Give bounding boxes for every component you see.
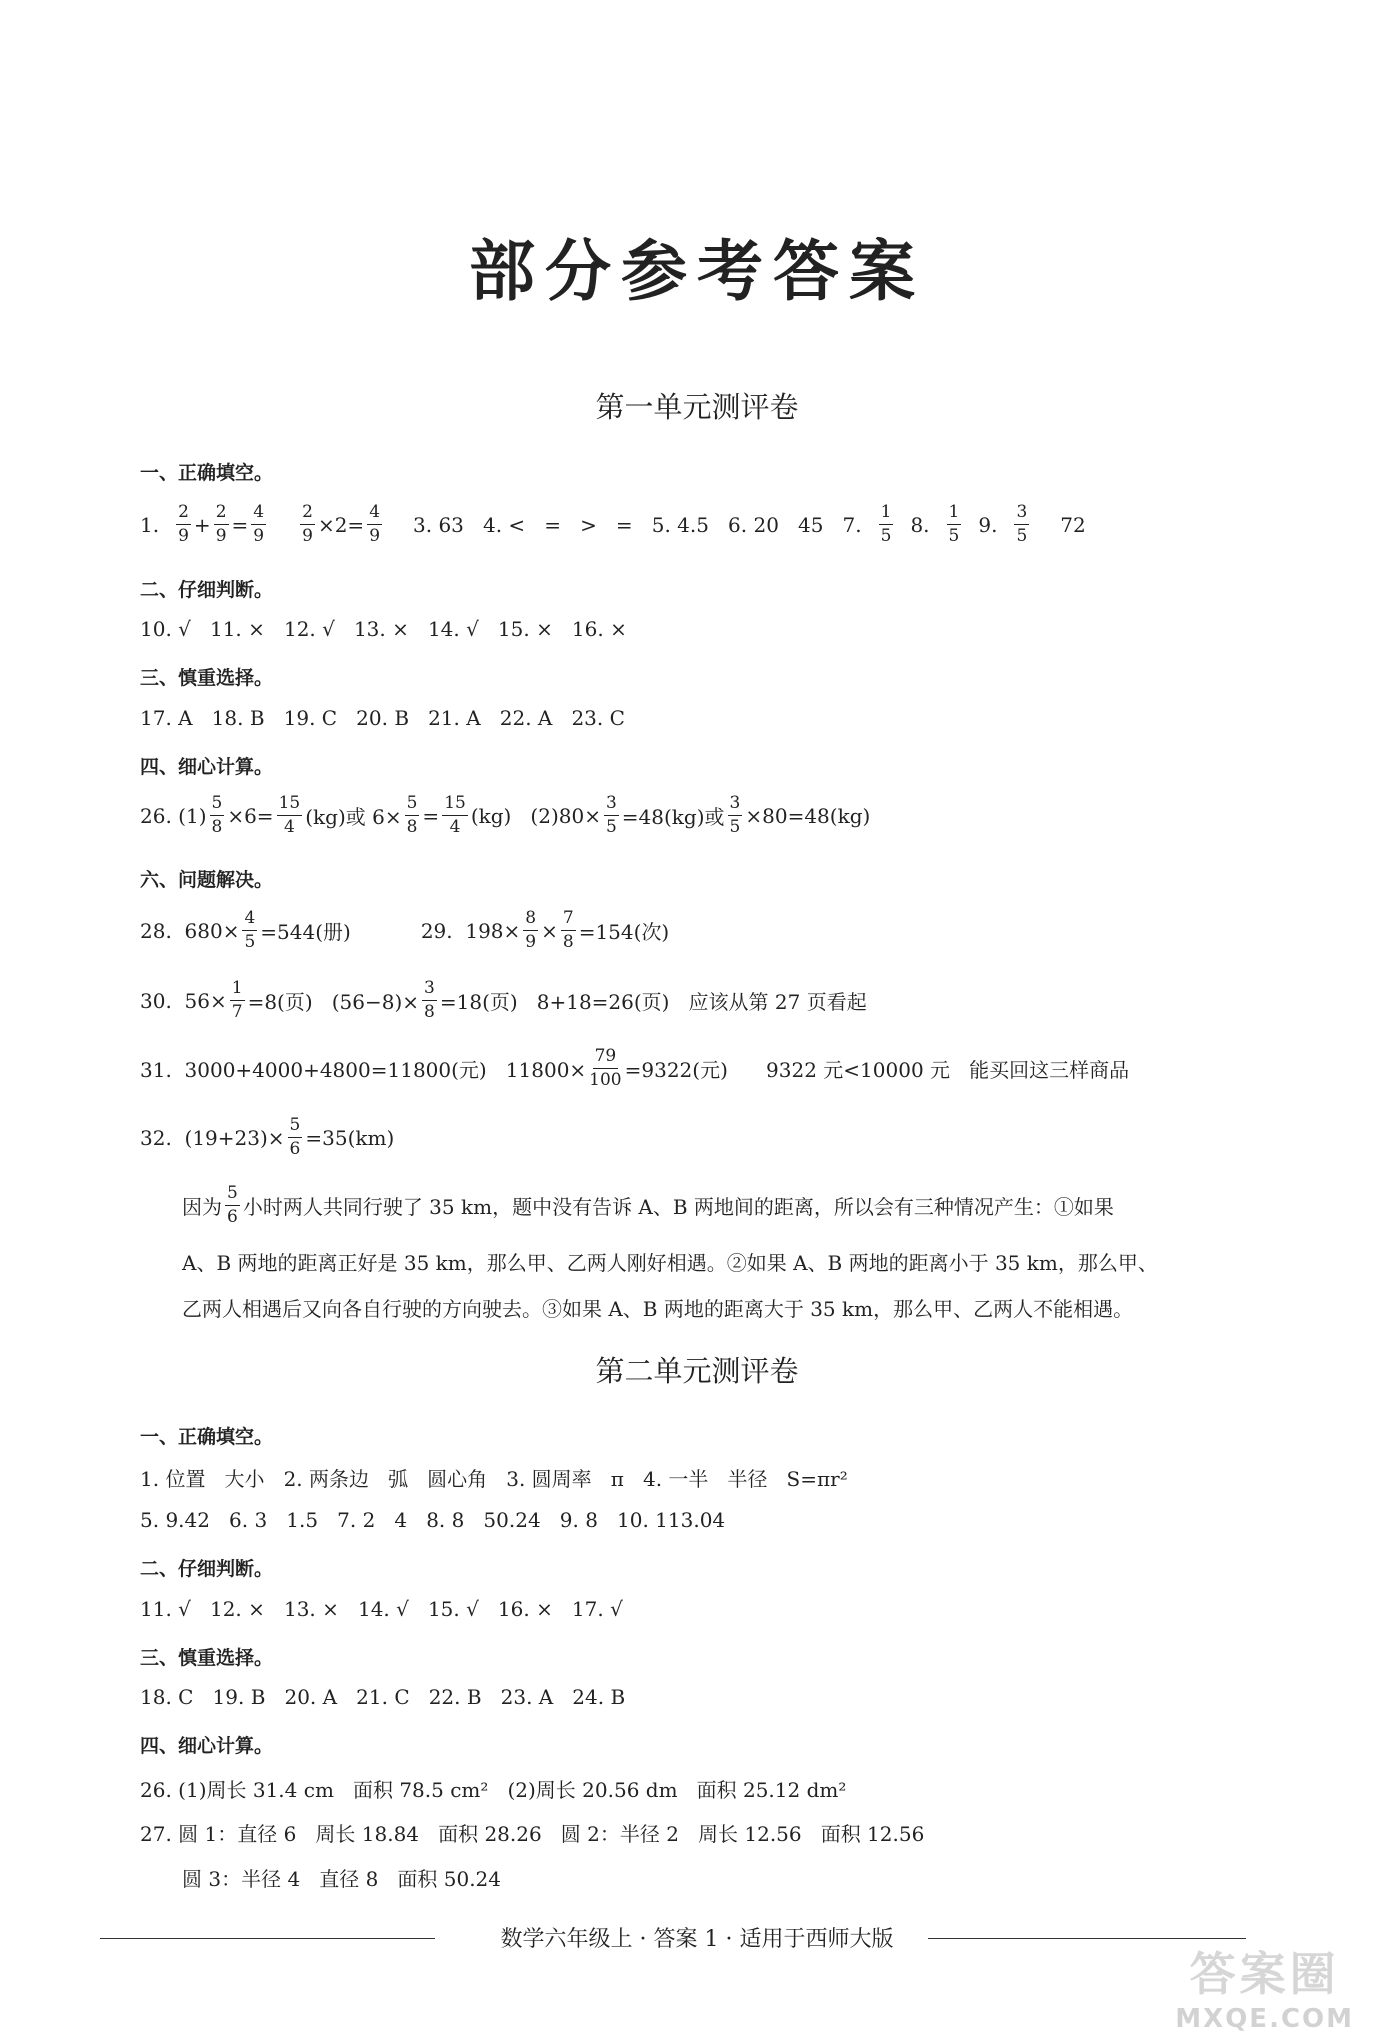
fraction	[604, 795, 619, 836]
fraction-numerator: 4	[242, 910, 257, 931]
unit1-answer-31	[140, 1048, 1129, 1089]
answer-text: 29. 198×	[420, 918, 521, 943]
fraction-numerator: 8	[523, 910, 538, 931]
answer-text: 小时两人共同行驶了 35 km，题中没有告诉 A、B 两地间的距离，所以会有三种情况产生：①如果	[242, 1195, 1114, 1219]
answer-text: 72	[1060, 512, 1086, 537]
unit2-answer-line-4: 18. C 19. B 20. A 21. C 22. B 23. A 24. B	[140, 1685, 626, 1709]
fraction-numerator: 4	[367, 504, 382, 525]
fraction	[947, 504, 962, 545]
unit1-answer-line-3: 17. A 18. B 19. C 20. B 21. A 22. A 23. C	[140, 706, 625, 730]
unit2-answer-line-2: 5. 9.42 6. 3 1.5 7. 2 4 8. 8 50.24 9. 8 10. 113.04	[140, 1508, 726, 1532]
fraction-numerator: 1	[947, 504, 962, 525]
unit2-section-fill: 一、正确填空。	[140, 1426, 274, 1448]
fraction-numerator: 5	[288, 1117, 303, 1138]
answer-text: 32. (19+23)×	[140, 1125, 285, 1150]
answer-text: ×80=48(kg)	[745, 803, 871, 828]
fraction-numerator: 3	[422, 980, 437, 1001]
fraction-denominator: 8	[562, 932, 574, 952]
unit2-answer-27: 27. 圆 1：直径 6 周长 18.84 面积 28.26 圆 2：半径 2 周长 12.56 面积 12.56	[140, 1822, 925, 1846]
unit1-section-judge: 二、仔细判断。	[140, 579, 274, 601]
unit1-section-calc: 四、细心计算。	[140, 756, 274, 778]
answer-text: 31. 3000+4000+4800=11800(元) 11800×	[140, 1058, 587, 1082]
fraction	[879, 504, 894, 545]
fraction-numerator: 1	[230, 980, 245, 1001]
fraction-denominator: 5	[729, 817, 741, 837]
unit1-answer-26	[140, 795, 870, 836]
fraction	[277, 795, 303, 836]
answer-text: 8.	[910, 512, 930, 537]
unit2-section-choose: 三、慎重选择。	[140, 1647, 274, 1669]
unit1-answer-28-29	[140, 910, 669, 951]
fraction	[442, 795, 468, 836]
fraction	[405, 795, 420, 836]
answer-text: =	[231, 512, 249, 537]
fraction	[367, 504, 382, 545]
watermark-url: MXQE.COM	[1175, 2004, 1354, 2034]
unit1-section-fill: 一、正确填空。	[140, 462, 274, 484]
fraction	[589, 1048, 621, 1089]
fraction-denominator: 5	[880, 526, 892, 546]
unit1-answer-30	[140, 980, 867, 1021]
fraction	[1014, 504, 1029, 545]
fraction	[214, 504, 229, 545]
fraction-denominator: 5	[244, 932, 256, 952]
unit1-explanation-line-2: A、B 两地的距离正好是 35 km，那么甲、乙两人刚好相遇。②如果 A、B 两地的距离小于 35 km，那么甲、	[182, 1251, 1158, 1275]
fraction-denominator: 8	[211, 817, 223, 837]
fraction-denominator: 6	[227, 1207, 238, 1227]
fraction-numerator: 5	[405, 795, 420, 816]
fraction-numerator: 2	[176, 504, 191, 525]
watermark-logo	[1175, 1938, 1354, 2034]
unit1-answer-line-2: 10. √ 11. × 12. √ 13. × 14. √ 15. × 16. ×	[140, 617, 627, 641]
page-footer: 数学六年级上 · 答案 1 · 适用于西师大版	[500, 1927, 894, 1952]
fraction-denominator: 9	[215, 526, 227, 546]
fraction-denominator: 5	[1016, 526, 1028, 546]
fraction-denominator: 9	[302, 526, 313, 546]
answer-text: =35(km)	[305, 1125, 395, 1150]
fraction-numerator: 2	[300, 504, 315, 525]
fraction	[230, 980, 245, 1021]
fraction	[251, 504, 266, 545]
answer-text: =48(kg)或	[621, 805, 725, 829]
unit2-title: 第二单元测评卷	[595, 1354, 799, 1388]
fraction-numerator: 3	[604, 795, 619, 816]
fraction	[288, 1117, 303, 1158]
fraction-numerator: 1	[879, 504, 894, 525]
fraction	[561, 910, 576, 951]
unit2-section-calc: 四、细心计算。	[140, 1735, 274, 1757]
fraction-denominator: 8	[424, 1002, 435, 1022]
fraction	[176, 504, 191, 545]
unit2-answer-line-3: 11. √ 12. × 13. × 14. √ 15. √ 16. × 17. √	[140, 1597, 623, 1621]
fraction	[242, 910, 257, 951]
fraction-numerator: 7	[561, 910, 576, 931]
fraction-numerator: 15	[442, 795, 468, 816]
fraction-denominator: 5	[948, 526, 960, 546]
unit2-section-judge: 二、仔细判断。	[140, 1558, 274, 1580]
fraction-denominator: 4	[283, 817, 295, 837]
fraction-numerator: 5	[225, 1185, 240, 1206]
fraction	[300, 504, 315, 545]
fraction-denominator: 7	[231, 1002, 243, 1022]
unit1-section-solve: 六、问题解决。	[140, 869, 274, 891]
fraction-denominator: 9	[178, 526, 189, 546]
fraction-denominator: 9	[369, 526, 381, 546]
unit1-answer-32	[140, 1117, 394, 1158]
fraction	[523, 910, 538, 951]
answer-text: 26. (1)	[140, 803, 207, 828]
fraction-numerator: 79	[593, 1048, 619, 1069]
unit1-explanation-line-1	[182, 1185, 1114, 1226]
answer-text: 9.	[978, 512, 998, 537]
fraction-numerator: 4	[251, 504, 266, 525]
answer-text: =9322(元) 9322 元<10000 元 能买回这三样商品	[624, 1058, 1130, 1082]
unit1-title: 第一单元测评卷	[595, 390, 799, 424]
fraction	[728, 795, 743, 836]
answer-text: +	[193, 512, 211, 537]
fraction-numerator: 15	[277, 795, 303, 816]
answer-text: 1.	[140, 512, 160, 537]
unit2-answer-line-1: 1. 位置 大小 2. 两条边 弧 圆心角 3. 圆周率 π 4. 一半 半径 S=πr²	[140, 1467, 848, 1491]
fraction-numerator: 3	[728, 795, 743, 816]
fraction-numerator: 5	[210, 795, 225, 816]
answer-text: =154(次)	[578, 920, 670, 944]
answer-text: 30. 56×	[140, 988, 227, 1013]
fraction-denominator: 8	[406, 817, 418, 837]
answer-text: =	[422, 803, 440, 828]
fraction-numerator: 3	[1014, 504, 1029, 525]
answer-text: =544(册)	[260, 920, 351, 944]
fraction-denominator: 6	[289, 1139, 301, 1159]
answer-text: ×2=	[317, 512, 365, 537]
answer-text: (kg)或 6×	[305, 805, 402, 829]
fraction	[210, 795, 225, 836]
fraction	[422, 980, 437, 1021]
fraction-denominator: 9	[525, 932, 537, 952]
fraction-denominator: 4	[449, 817, 461, 837]
unit1-answer-line-1	[140, 504, 1086, 545]
unit1-section-choose: 三、慎重选择。	[140, 667, 274, 689]
unit2-answer-26: 26. (1)周长 31.4 cm 面积 78.5 cm² (2)周长 20.56 dm 面积 25.12 dm²	[140, 1778, 847, 1802]
unit2-answer-27-continued: 圆 3：半径 4 直径 8 面积 50.24	[182, 1867, 502, 1891]
fraction-numerator: 2	[214, 504, 229, 525]
answer-text: 因为	[182, 1195, 222, 1219]
answer-text: (kg) (2)80×	[470, 803, 601, 828]
unit1-explanation-line-3: 乙两人相遇后又向各自行驶的方向驶去。③如果 A、B 两地的距离大于 35 km，那么甲、乙两人不能相遇。	[182, 1297, 1134, 1321]
answer-text: =8(页) (56−8)×	[247, 990, 420, 1014]
fraction-denominator: 9	[253, 526, 265, 546]
answer-text: ×6=	[227, 803, 274, 828]
answer-text: =18(页) 8+18=26(页) 应该从第 27 页看起	[439, 990, 867, 1014]
fraction	[225, 1185, 240, 1226]
watermark-text: 答案圈	[1189, 1947, 1340, 2001]
answer-text: 3. 63 4. < = > = 5. 4.5 6. 20 45 7.	[413, 512, 862, 537]
answer-text: 28. 680×	[140, 918, 240, 943]
fraction-denominator: 5	[605, 817, 617, 837]
fraction-denominator: 100	[589, 1070, 622, 1090]
page-title: 部分参考答案	[469, 233, 925, 310]
answer-text: ×	[541, 918, 558, 943]
